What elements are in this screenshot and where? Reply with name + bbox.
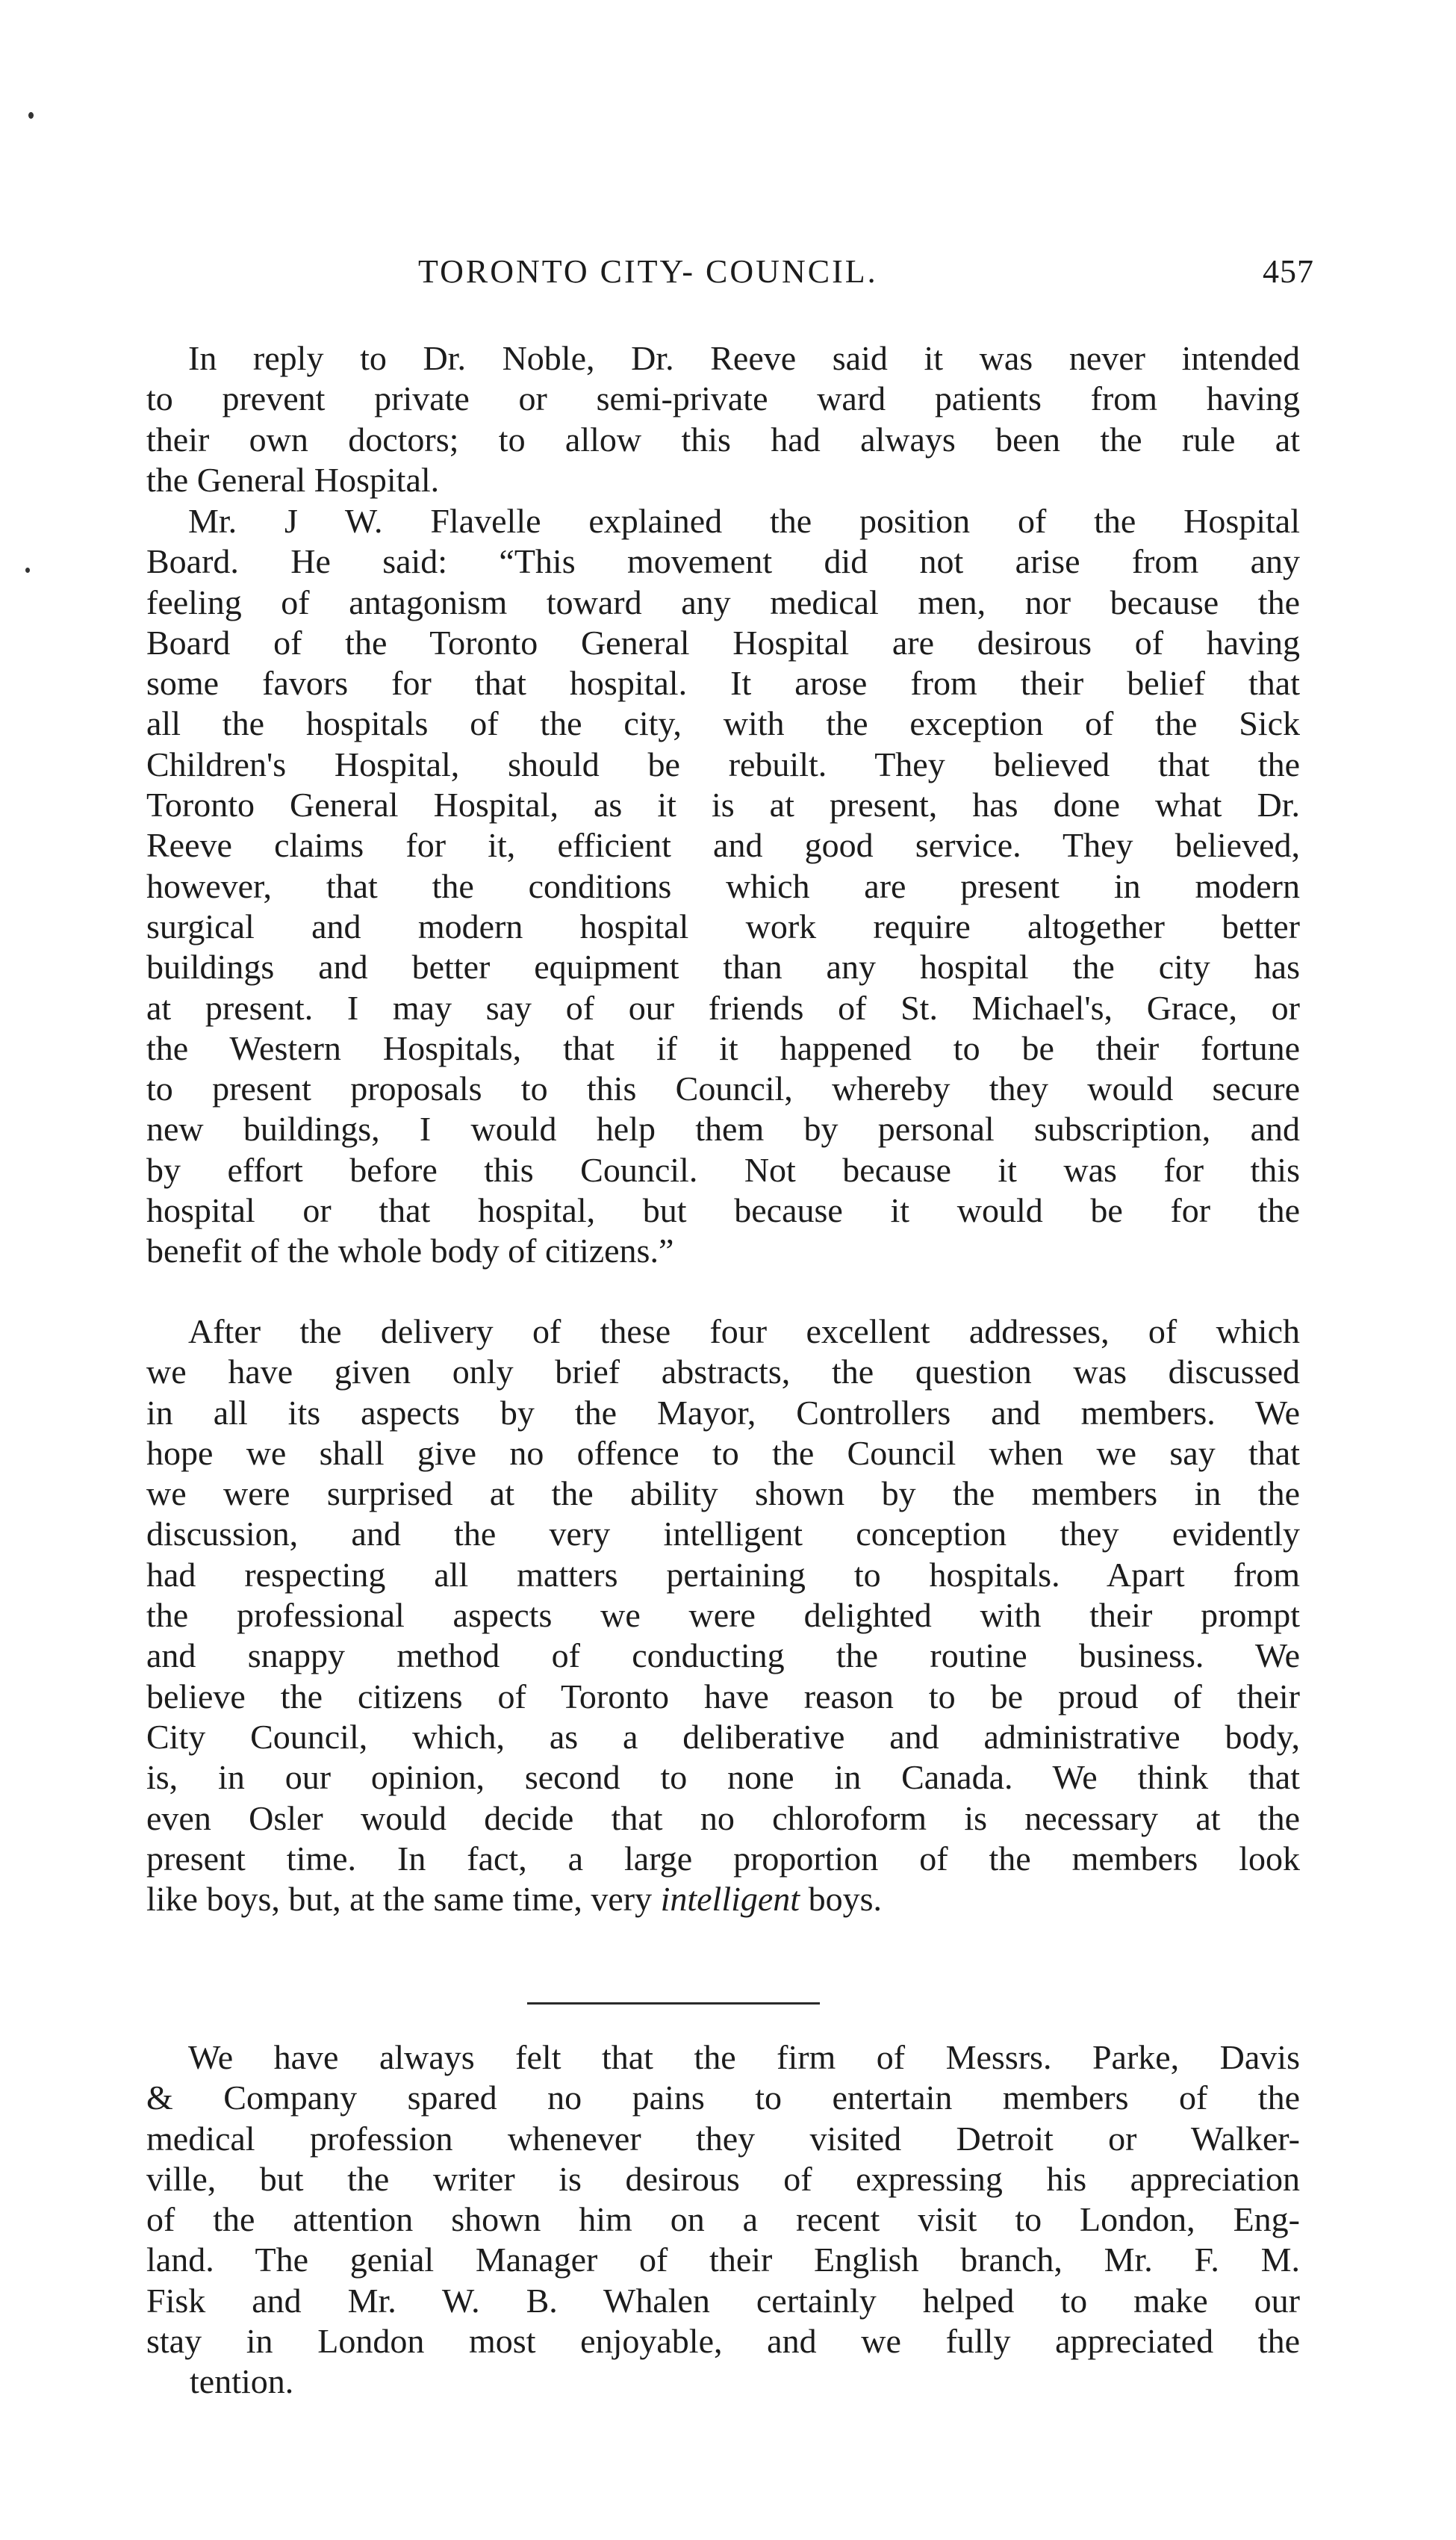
text-line: the professional aspects we were delighted with their prompt [146, 1596, 1300, 1635]
text-line: After the delivery of these four excellent addresses, of which [188, 1312, 1300, 1350]
text-line: even Osler would decide that no chloroform is necessary at the [146, 1798, 1300, 1837]
running-header [403, 252, 1314, 297]
text-line: the General Hospital. [146, 460, 440, 499]
text-line: Board. He said: “This movement did not arise from any [146, 542, 1300, 581]
text-line: Toronto General Hospital, as it is at present, has done what Dr. [146, 786, 1300, 825]
page-number: 457 [1263, 253, 1314, 290]
ink-speck [28, 112, 34, 119]
text-line: discussion, and the very intelligent conception they evidently [146, 1515, 1300, 1553]
emphasis-text: intelligent [660, 1880, 800, 1919]
text-line: Fisk and Mr. W. B. Whalen certainly helped to make our [146, 2281, 1300, 2320]
text-line: their own doctors; to allow this had always been the rule at [146, 420, 1300, 459]
running-head-title: TORONTO CITY- COUNCIL. [418, 253, 878, 290]
text-line: medical profession whenever they visited Detroit or Walker- [146, 2119, 1300, 2158]
paragraph-flavelle-statement [146, 501, 1300, 1272]
text-run: like boys, but, at the same time, very [146, 1880, 661, 1919]
text-line: of the attention shown him on a recent visit to London, Eng- [146, 2200, 1300, 2239]
text-line: had respecting all matters pertaining to hospitals. Apart from [146, 1555, 1300, 1594]
text-line: at present. I may say of our friends of St. Michael's, Grace, or [146, 988, 1300, 1027]
text-line: surgical and modern hospital work require altogether better [146, 907, 1300, 945]
text-line: by effort before this Council. Not because it was for this [146, 1150, 1300, 1189]
text-line: some favors for that hospital. It arose from their belief that [146, 664, 1300, 703]
text-line: new buildings, I would help them by personal subscription, and [146, 1110, 1300, 1149]
text-line: present time. In fact, a large proportion of the members look [146, 1839, 1300, 1878]
paragraph-parke-davis [146, 2037, 1300, 2403]
text-line: Reeve claims for it, efficient and good service. They believed, [146, 826, 1300, 865]
text-line: believe the citizens of Toronto have reason to be proud of their [146, 1677, 1300, 1715]
text-line: to prevent private or semi-private ward patients from having [146, 379, 1300, 418]
text-line: we were surprised at the ability shown by the members in the [146, 1474, 1300, 1513]
text-line [146, 1879, 1300, 1919]
text-line: Mr. J W. Flavelle explained the position of the Hospital [188, 502, 1300, 540]
text-line: In reply to Dr. Noble, Dr. Reeve said it was never intended [188, 339, 1300, 377]
section-divider [527, 2002, 820, 2005]
text-line: and snappy method of conducting the routine business. We [146, 1636, 1300, 1675]
ink-speck [25, 568, 30, 573]
text-line: We have always felt that the firm of Messrs. Parke, Davis [188, 2038, 1300, 2076]
text-line: ville, but the writer is desirous of expressing his appreciation [146, 2159, 1300, 2198]
text-line: to present proposals to this Council, whereby they would secure [146, 1069, 1300, 1108]
text-line: benefit of the whole body of citizens.” [146, 1232, 674, 1270]
text-line: & Company spared no pains to entertain members of the [146, 2078, 1300, 2117]
text-line: hope we shall give no offence to the Council when we say that [146, 1433, 1300, 1472]
text-line: in all its aspects by the Mayor, Controllers and members. We [146, 1393, 1300, 1432]
text-line: we have given only brief abstracts, the question was discussed [146, 1353, 1300, 1391]
text-line: the Western Hospitals, that if it happened to be their fortune [146, 1028, 1300, 1067]
text-line: feeling of antagonism toward any medical men, nor because the [146, 583, 1300, 621]
paragraph-council-discussion [146, 1311, 1300, 1919]
text-run: boys. [800, 1880, 882, 1919]
text-line: stay in London most enjoyable, and we fully appreciated the [146, 2322, 1300, 2361]
text-line: tention. [190, 2362, 294, 2401]
text-line: buildings and better equipment than any hospital the city has [146, 948, 1300, 987]
text-line: City Council, which, as a deliberative and administrative body, [146, 1717, 1300, 1756]
text-line: Board of the Toronto General Hospital are desirous of having [146, 623, 1300, 662]
text-line: land. The genial Manager of their English branch, Mr. F. M. [146, 2241, 1300, 2279]
text-line: all the hospitals of the city, with the exception of the Sick [146, 704, 1300, 743]
text-line: hospital or that hospital, but because it would be for the [146, 1191, 1300, 1230]
text-line: however, that the conditions which are present in modern [146, 866, 1300, 905]
paragraph-reply-to-dr-noble [146, 338, 1300, 500]
text-line: is, in our opinion, second to none in Canada. We think that [146, 1758, 1300, 1797]
text-line: Children's Hospital, should be rebuilt. They believed that the [146, 745, 1300, 783]
